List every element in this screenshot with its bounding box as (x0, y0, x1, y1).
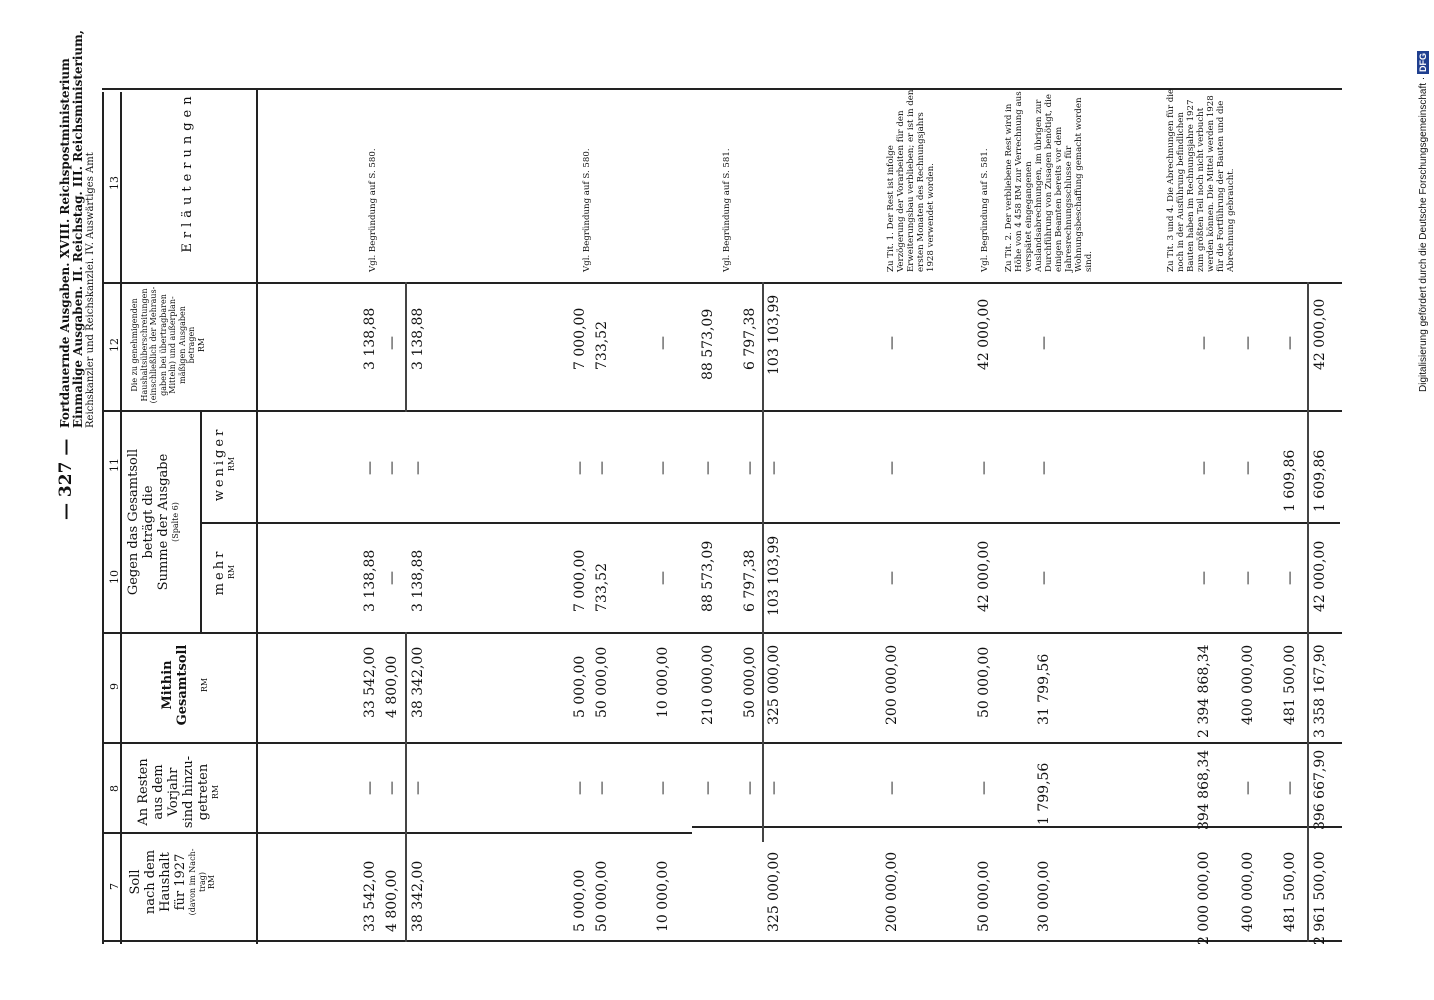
header-group-l4: (Spalte 6) (171, 502, 180, 542)
header-col9-l2: Gesamtsoll (175, 644, 190, 726)
cell-r14-c12: — (1282, 336, 1298, 350)
header-col9-l1: Mithin (160, 660, 175, 710)
row-rule-1b (405, 282, 407, 412)
cell-r8-c10: 103 103,99 (766, 535, 782, 616)
cell-r15-c7: 2 961 500,00 (1312, 851, 1328, 945)
cell-r11-c12: — (1036, 336, 1052, 350)
row-rule-1 (405, 632, 407, 942)
cell-r6-c12: 88 573,09 (700, 308, 716, 380)
cell-r6-c10: 88 573,09 (700, 540, 716, 612)
cell-r8-c8: — (766, 781, 782, 795)
cell-r3-c10: 7 000,00 (572, 549, 588, 612)
cell-r5-c8: — (655, 781, 671, 795)
cell-r1-c11: — (384, 461, 400, 475)
cell-r5-c7: 10 000,00 (655, 860, 671, 932)
header-col10-label: mehr (212, 548, 227, 596)
colnum-9: 9 (108, 683, 121, 690)
cell-r12-c8: 394 868,34 (1196, 749, 1212, 830)
cell-r12-c13: Zu Tit. 3 und 4. Die Abrechnungen für die noch in der Ausführung befindlichen Bauten haben im Rechnungsjahre 1927 zum größten Teil noch nicht verbucht werden können. Die Mittel werden 1928 für die Fortführung der Bauten und die Abrechnung gebraucht. (1166, 88, 1236, 272)
cell-r2-c8: — (410, 781, 426, 795)
cell-r9-c11: — (884, 461, 900, 475)
header-col8-l3: Vorjahr (166, 767, 181, 817)
cell-r5-c11: — (655, 461, 671, 475)
cell-r7-c9: 50 000,00 (742, 646, 758, 718)
table-rule-top (102, 92, 104, 944)
colnum-7: 7 (108, 883, 121, 890)
header-group-10-11 (126, 414, 181, 630)
cell-r12-c7: 2 000 000,00 (1196, 851, 1212, 945)
cell-r14-c10: — (1282, 571, 1298, 585)
header-group-l2: beträgt die (141, 485, 156, 559)
cell-r6-c13: Vgl. Begründung auf S. 581. (722, 148, 732, 272)
cell-r14-c7: 481 500,00 (1282, 851, 1298, 932)
cell-r7-c8: — (742, 781, 758, 795)
cell-r9-c10: — (884, 571, 900, 585)
digitization-credit: Digitalisierung gefördert durch die Deutsche Forschungsgemeinschaft · DFG (1418, 53, 1429, 392)
cell-r6-c9: 210 000,00 (700, 644, 716, 725)
cell-r12-c11: — (1196, 461, 1212, 475)
col-sep-left (102, 940, 1342, 942)
cell-r6-c8: — (700, 781, 716, 795)
cell-r0-c9: 33 542,00 (362, 646, 378, 718)
cell-r1-c12: — (384, 336, 400, 350)
cell-r15-c8: 396 667,90 (1312, 749, 1328, 830)
cell-r10-c8: — (976, 781, 992, 795)
cell-r10-c10: 42 000,00 (976, 540, 992, 612)
cell-r10-c9: 50 000,00 (976, 646, 992, 718)
cell-r15-c11: 1 609,86 (1312, 449, 1328, 512)
col-sep-right (102, 88, 1342, 90)
header-col12-l3: (einschließlich der Mehraus- (149, 286, 158, 404)
cell-r10-c7: 50 000,00 (976, 860, 992, 932)
cell-r4-c9: 50 000,00 (594, 646, 610, 718)
header-col9-unit: RM (200, 677, 209, 693)
cell-r3-c12: 7 000,00 (572, 307, 588, 370)
cell-r4-c11: — (594, 461, 610, 475)
cell-r9-c9: 200 000,00 (884, 644, 900, 725)
cell-r0-c7: 33 542,00 (362, 860, 378, 932)
cell-r1-c10: — (384, 571, 400, 585)
cell-r5-c12: — (655, 336, 671, 350)
cell-r6-c11: — (700, 461, 716, 475)
header-col10 (212, 524, 237, 620)
header-title-line3: Reichskanzler und Reichskanzlei. IV. Auswärtiges Amt (85, 152, 96, 428)
col-sep-12-13 (102, 282, 1342, 284)
cell-r2-c9: 38 342,00 (410, 646, 426, 718)
cell-r9-c12: — (884, 336, 900, 350)
cell-r13-c9: 400 000,00 (1240, 644, 1256, 725)
header-col11-unit: RM (227, 456, 236, 472)
cell-r0-c13: Vgl. Begründung auf S. 580. (368, 148, 378, 272)
cell-r11-c10: — (1036, 571, 1052, 585)
table-rule-header-bottom (256, 88, 258, 944)
colnum-12: 12 (108, 338, 121, 352)
cell-r2-c7: 38 342,00 (410, 860, 426, 932)
header-col9 (160, 635, 210, 735)
header-group-l1: Gegen das Gesamtsoll (126, 448, 141, 596)
header-title-line1: Fortdauernde Ausgaben. XVIII. Reichspostministerium (58, 58, 72, 428)
header-col12-unit: RM (196, 337, 206, 353)
col-sep-9-10 (102, 632, 1342, 634)
cell-r15-c12: 42 000,00 (1312, 298, 1328, 370)
cell-r1-c9: 4 800,00 (384, 655, 400, 718)
cell-r1-c7: 4 800,00 (384, 869, 400, 932)
cell-r11-c8: 1 799,56 (1036, 762, 1052, 825)
header-col13: Erläuterungen (180, 91, 195, 253)
header-col12 (130, 286, 206, 404)
cell-r11-c11: — (1036, 461, 1052, 475)
cell-r14-c11: 1 609,86 (1282, 449, 1298, 512)
col-sep-7-8-b (692, 826, 1342, 828)
header-col7-l1: Soll (128, 869, 143, 895)
header-col12-l2: Haushaltsüberschreitungen (139, 288, 149, 402)
cell-r10-c11: — (976, 461, 992, 475)
cell-r7-c10: 6 797,38 (742, 549, 758, 612)
cell-r13-c10: — (1240, 571, 1256, 585)
header-col7-l4: für 1927 (173, 853, 188, 911)
cell-r13-c8: — (1240, 781, 1256, 795)
col-sep-10-11 (200, 522, 1340, 524)
cell-r2-c11: — (410, 461, 426, 475)
group-divider (200, 412, 202, 632)
cell-r15-c10: 42 000,00 (1312, 540, 1328, 612)
cell-r5-c10: — (655, 571, 671, 585)
cell-r9-c8: — (884, 781, 900, 795)
cell-r3-c9: 5 000,00 (572, 655, 588, 718)
cell-r13-c7: 400 000,00 (1240, 851, 1256, 932)
header-col7-l6: trag) (197, 871, 207, 893)
header-col8 (136, 746, 221, 838)
cell-r1-c8: — (384, 781, 400, 795)
cell-r3-c8: — (572, 781, 588, 795)
cell-r13-c12: — (1240, 336, 1256, 350)
cell-r12-c10: — (1196, 571, 1212, 585)
cell-r11-c13: Zu Tit. 2. Der verbliebene Rest wird in Höhe von 4 458 RM zur Verrechnung aus verspätet eingegangenen Auslandsabrechnungen, im übrigen zur Durchführung von Zusagen benötigt, die einigen Beamten bereits vor dem Jahresrechnungsschlusse für Wohnungsbeschaffung gemacht worden sind. (1004, 91, 1094, 272)
cell-r5-c9: 10 000,00 (655, 646, 671, 718)
dfg-logo: DFG (1418, 53, 1428, 73)
row-rule-2 (762, 282, 764, 842)
header-col7-l5: (davon im Nach- (188, 848, 197, 916)
page-number: — 327 — (56, 438, 76, 520)
cell-r8-c11: — (766, 461, 782, 475)
cell-r12-c9: 2 394 868,34 (1196, 644, 1212, 738)
col-sep-8-9 (102, 742, 1342, 744)
header-col7-l2: nach dem (143, 849, 158, 915)
header-col11-label: weniger (212, 426, 227, 502)
cell-r2-c10: 3 138,88 (410, 549, 426, 612)
cell-r9-c13: Zu Tit. 1. Der Rest ist infolge Verzögerung der Vorarbeiten für den Erweiterungsbau verblieben; er ist in den ersten Monaten des Rechnungsjahrs 1928 verwendet worden. (886, 89, 936, 272)
header-col8-l2: aus dem (151, 764, 166, 820)
header-group-l3: Summe der Ausgabe (156, 453, 171, 591)
header-col12-l5: Mitteln) und außerplan- (168, 296, 177, 394)
header-col8-l4: sind hinzu- (181, 755, 196, 829)
header-col11 (212, 416, 237, 512)
cell-r13-c11: — (1240, 461, 1256, 475)
colnum-8: 8 (108, 785, 121, 792)
digitization-credit-text: Digitalisierung gefördert durch die Deutsche Forschungsgemeinschaft (1418, 82, 1429, 392)
cell-r14-c8: — (1282, 781, 1298, 795)
cell-r4-c10: 733,52 (594, 563, 610, 612)
header-col12-l7: betragen (187, 326, 196, 364)
header-col8-l5: getreten (196, 763, 211, 821)
header-col12-l6: mäßigen Ausgaben (177, 306, 187, 384)
cell-r4-c8: — (594, 781, 610, 795)
cell-r3-c11: — (572, 461, 588, 475)
header-col12-l4: gaben bei übertragbaren (158, 294, 168, 396)
cell-r7-c11: — (742, 461, 758, 475)
header-col8-unit: RM (211, 784, 220, 800)
colnum-11: 11 (108, 458, 121, 472)
header-title-line2: Einmalige Ausgaben. II. Reichstag. III. Reichsministerium, (71, 30, 85, 428)
colnum-10: 10 (108, 570, 121, 584)
cell-r9-c7: 200 000,00 (884, 851, 900, 932)
cell-r4-c7: 50 000,00 (594, 860, 610, 932)
cell-r7-c12: 6 797,38 (742, 307, 758, 370)
cell-r3-c7: 5 000,00 (572, 869, 588, 932)
cell-r8-c9: 325 000,00 (766, 644, 782, 725)
cell-r12-c12: — (1196, 336, 1212, 350)
table-rule-colnum (120, 92, 122, 944)
header-col8-l1: An Resten (136, 758, 151, 826)
cell-r3-c13: Vgl. Begründung auf S. 580. (582, 148, 592, 272)
cell-r8-c12: 103 103,99 (766, 294, 782, 375)
colnum-13: 13 (108, 176, 121, 190)
header-col10-unit: RM (227, 564, 236, 580)
header-col7-l3: Haushalt (158, 852, 173, 912)
row-rule-3 (1307, 282, 1309, 942)
col-sep-11-12 (102, 410, 1342, 412)
cell-r2-c12: 3 138,88 (410, 307, 426, 370)
cell-r0-c11: — (362, 461, 378, 475)
cell-r14-c9: 481 500,00 (1282, 644, 1298, 725)
cell-r0-c10: 3 138,88 (362, 549, 378, 612)
cell-r4-c12: 733,52 (594, 321, 610, 370)
cell-r11-c9: 31 799,56 (1036, 653, 1052, 725)
cell-r11-c7: 30 000,00 (1036, 860, 1052, 932)
header-col7-unit: RM (207, 874, 216, 890)
cell-r10-c12: 42 000,00 (976, 298, 992, 370)
cell-r0-c12: 3 138,88 (362, 307, 378, 370)
cell-r0-c8: — (362, 781, 378, 795)
cell-r15-c9: 3 358 167,90 (1312, 644, 1328, 738)
cell-r10-c13: Vgl. Begründung auf S. 581. (980, 148, 990, 272)
header-col12-l1: Die zu genehmigenden (130, 298, 139, 392)
cell-r8-c7: 325 000,00 (766, 851, 782, 932)
header-col7 (128, 834, 217, 930)
